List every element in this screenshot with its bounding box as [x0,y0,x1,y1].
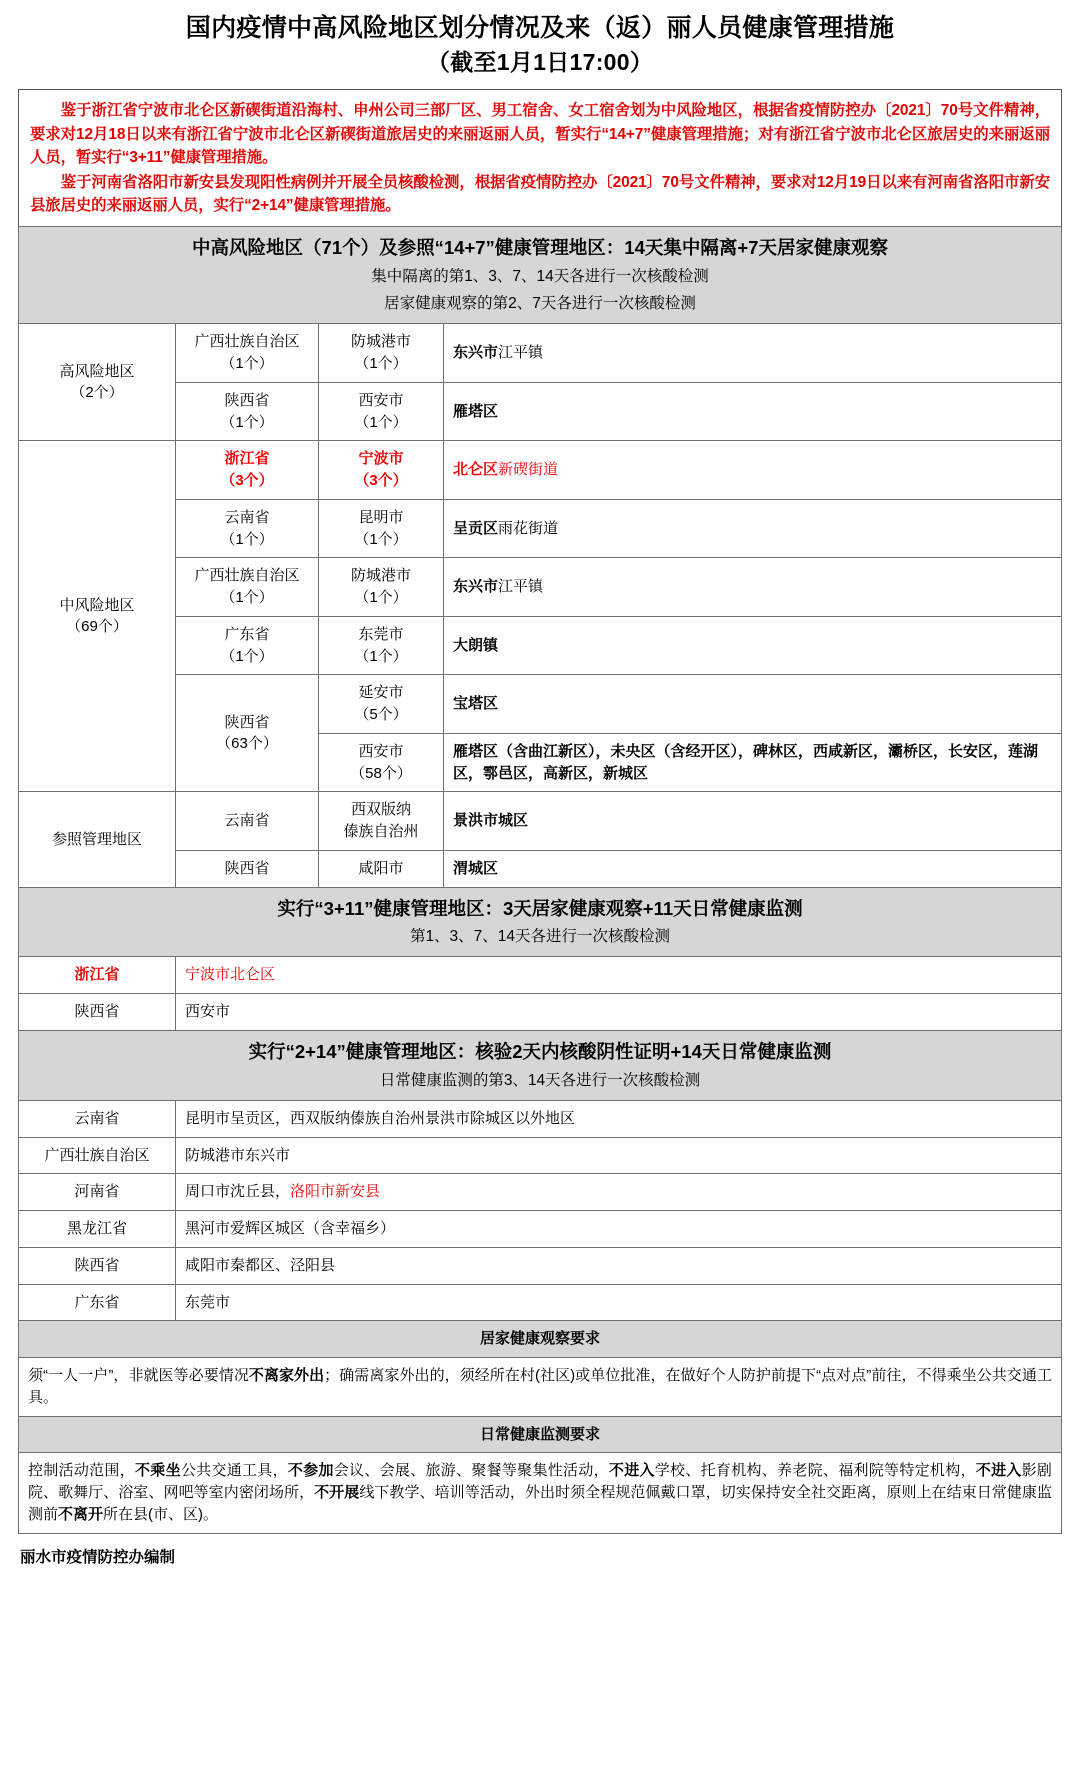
area-cell [176,1100,1062,1137]
province-cell [176,324,319,383]
province-cell: 广西壮族自治区 [19,1137,176,1174]
dm-segment-10: 线下教学、培训等活动，外出时须全程规范佩戴口罩，切实保持安全社交距离，原则上在结束日常健康监测前 [28,1484,1052,1523]
banner-147-sub-1: 集中隔离的第1、3、7、14天各进行一次核酸检测 [371,268,709,286]
banner-147-title: 中高风险地区（71个）及参照“14+7”健康管理地区：14天集中隔离+7天居家健康观察 [192,237,888,259]
area-cell [176,994,1062,1031]
detail-cell [444,616,1062,675]
province-count: （1个） [220,413,274,431]
area-red-tail: 新安县 [335,1183,381,1201]
detail-lead: 北仑区 [453,461,499,479]
area-lead: 东莞市 [185,1293,231,1311]
banner-home-observation: 居家健康观察要求 [19,1321,1062,1358]
city-label: 西安市 [358,391,404,409]
area-tail: 沈丘县， [230,1183,291,1201]
city-label: 防城港市 [350,567,411,585]
detail-cell [444,441,1062,500]
banner-147 [19,227,1062,324]
province-label: 浙江省 [224,450,270,468]
city-cell [319,733,444,792]
area-cell [176,1211,1062,1248]
table-row [19,1100,1062,1137]
daily-monitoring-text [19,1453,1062,1533]
province-label: 广西壮族自治区 [194,567,300,585]
province-label: 云南省 [224,508,270,526]
province-count: （1个） [220,530,274,548]
category-reference-management: 参照管理地区 [19,792,176,887]
table-row [19,324,1062,383]
province-label: 陕西省 [224,391,270,409]
category-count: （2个） [70,384,124,402]
area-tail: 呈贡区，西双版纳傣族自治州景洪市除城区以外地区 [230,1109,576,1127]
table-row [19,1211,1062,1248]
dm-segment-9: 不开展 [314,1484,360,1502]
city-cell [319,675,444,734]
dm-segment-11: 不离开 [58,1505,104,1523]
area-lead: 防城港市 [185,1146,246,1164]
intro-paragraph-1: 鉴于浙江省宁波市北仑区新碶街道沿海村、申州公司三部厂区、男工宿舍、女工宿舍划为中风险地区，根据省疫情防控办〔2021〕70号文件精神，要求对12月18日以来有浙江省宁波市北仑区新碶街道旅居史的来丽返丽人员，暂实行“14+7”健康管理措施；对有浙江省宁波市北仑区旅居史的来丽返丽人员，暂实行“3+11”健康管理措施。 [30,102,1050,167]
province-cell [176,499,319,558]
table-row [19,1247,1062,1284]
province-count: （3个） [220,472,274,490]
area-lead: 周口市 [185,1183,231,1201]
banner-214-sub: 日常健康监测的第3、14天各进行一次核酸检测 [379,1071,701,1089]
province-label: 广东省 [224,625,270,643]
table-row [19,616,1062,675]
intro-notice-box [18,89,1062,227]
detail-lead: 宝塔区 [453,695,499,713]
province-cell: 河南省 [19,1174,176,1211]
province-cell: 陕西省 [19,994,176,1031]
area-lead: 西安市 [185,1003,231,1021]
province-cell [176,382,319,441]
table-row [19,441,1062,500]
city-cell [319,616,444,675]
dm-segment-2: 公共交通工具， [180,1462,288,1480]
table-row [19,558,1062,617]
table-row [19,675,1062,734]
detail-cell [444,792,1062,851]
city-count: （5个） [354,706,408,724]
table-row [19,499,1062,558]
city-count: （1个） [354,355,408,373]
city-count: （3个） [354,472,408,490]
ho-part-1: 须“一人一户”，非就医等必要情况 [28,1367,249,1385]
risk-area-table-147 [18,226,1062,1533]
area-cell [176,1137,1062,1174]
detail-cell [444,499,1062,558]
banner-147-sub-2: 居家健康观察的第2、7天各进行一次核酸检测 [384,295,696,313]
banner-214 [19,1030,1062,1100]
province-cell [176,441,319,500]
title-line-2: （截至1月1日17:00） [426,49,654,75]
city-count: （1个） [354,647,408,665]
city-label: 东莞市 [358,625,404,643]
detail-lead: 雁塔区 [453,402,499,420]
area-tail: 东兴市 [245,1146,291,1164]
detail-tail: 新碶街道 [498,461,559,479]
table-row [19,957,1062,994]
province-cell: 陕西省 [19,1247,176,1284]
ho-bold-1: 不离家外出 [248,1367,325,1385]
detail-lead: 渭城区 [453,859,499,877]
province-count: （1个） [220,355,274,373]
area-lead: 黑河市 [185,1220,231,1238]
city-cell [319,499,444,558]
dm-segment-5: 不进入 [608,1462,655,1480]
city-cell [319,441,444,500]
detail-cell [444,324,1062,383]
area-tail: 秦都区、泾阳县 [230,1256,336,1274]
banner-row-home-observation [19,1321,1062,1358]
province-cell [176,558,319,617]
banner-daily-monitoring: 日常健康监测要求 [19,1416,1062,1453]
area-lead: 昆明市 [185,1109,231,1127]
title-line-1: 国内疫情中高风险地区划分情况及来（返）丽人员健康管理措施 [185,14,895,42]
table-row [19,382,1062,441]
province-count: （1个） [220,647,274,665]
city-count: （58个） [350,764,412,782]
area-tail: 爱辉区城区（含幸福乡） [230,1220,396,1238]
detail-lead: 景洪市城区 [453,812,529,830]
city-label-line1: 西双版纳 [350,801,411,819]
banner-row-147 [19,227,1062,324]
area-cell [176,1284,1062,1321]
city-count: （1个） [354,530,408,548]
dm-segment-7: 不进入 [975,1462,1022,1480]
city-label: 昆明市 [358,508,404,526]
detail-cell [444,675,1062,734]
banner-214-title: 实行“2+14”健康管理地区：核验2天内核酸阴性证明+14天日常健康监测 [248,1040,832,1062]
province-count: （1个） [220,589,274,607]
table-row [19,1284,1062,1321]
province-cell: 云南省 [176,792,319,851]
category-label: 中风险地区 [59,596,135,614]
category-high-risk [19,324,176,441]
city-cell [319,558,444,617]
banner-311 [19,887,1062,957]
banner-311-sub: 第1、3、7、14天各进行一次核酸检测 [409,928,671,946]
requirement-row-home-observation [19,1358,1062,1417]
detail-lead: 东兴市 [453,344,499,362]
table-row [19,1137,1062,1174]
dm-segment-0: 控制活动范围， [28,1462,136,1480]
detail-tail: 雨花街道 [498,519,559,537]
intro-paragraph-2: 鉴于河南省洛阳市新安县发现阳性病例并开展全员核酸检测，根据省疫情防控办〔2021〕70号文件精神，要求对12月19日以来有河南省洛阳市新安县旅居史的来丽返丽人员，实行“2+14”健康管理措施。 [30,173,1050,214]
page-title [18,0,1062,79]
detail-cell [444,733,1062,792]
detail-lead: 雁塔区（含曲江新区），未央区（含经开区），碑林区，西咸新区，灞桥区，长安区，莲湖区，鄠邑区，高新区，新城区 [453,742,1039,782]
table-row [19,1174,1062,1211]
city-cell [319,324,444,383]
home-observation-text [19,1358,1062,1417]
banner-row-daily-monitoring [19,1416,1062,1453]
ho-part-2: ；确需离家外出的，须经所在村(社区)或单位批准，在做好个人防护前提下“点对点”前往，不得乘坐公共交通工具。 [28,1367,1052,1406]
category-medium-risk [19,441,176,792]
dm-segment-6: 学校、托育机构、养老院、福利院等特定机构， [654,1462,976,1480]
dm-segment-12: 所在县(市、区)。 [103,1505,219,1523]
area-red-lead: 洛阳市 [290,1183,336,1201]
category-label: 高风险地区 [59,362,135,380]
city-label: 宁波市 [358,450,404,468]
province-cell: 黑龙江省 [19,1211,176,1248]
banner-row-311 [19,887,1062,957]
dm-segment-4: 会议、会展、旅游、聚餐等聚集性活动， [333,1462,609,1480]
detail-cell [444,850,1062,887]
area-cell [176,957,1062,994]
province-cell: 陕西省 [176,850,319,887]
area-tail: 北仑区 [230,966,276,984]
footer-issuer: 丽水市疫情防控办编制 [20,1548,176,1566]
city-cell [319,382,444,441]
category-count: （69个） [66,618,128,636]
province-count: （63个） [216,735,278,753]
city-label: 西安市 [358,742,404,760]
city-cell [319,792,444,851]
banner-311-title: 实行“3+11”健康管理地区：3天居家健康观察+11天日常健康监测 [277,897,803,919]
province-cell: 浙江省 [19,957,176,994]
province-cell [176,675,319,792]
city-label-line2: 傣族自治州 [343,823,419,841]
province-label: 广西壮族自治区 [194,333,300,351]
detail-cell [444,558,1062,617]
city-cell: 咸阳市 [319,850,444,887]
province-cell: 广东省 [19,1284,176,1321]
area-cell [176,1174,1062,1211]
detail-tail: 江平镇 [498,344,544,362]
province-label: 陕西省 [224,713,270,731]
requirement-row-daily-monitoring [19,1453,1062,1533]
detail-tail: 江平镇 [498,578,544,596]
area-lead: 宁波市 [185,966,231,984]
dm-segment-8: 影剧院、歌舞厅、浴室、网吧等室内密闭场所， [28,1462,1052,1502]
table-row [19,994,1062,1031]
city-count: （1个） [354,589,408,607]
province-cell: 云南省 [19,1100,176,1137]
dm-segment-3: 不参加 [287,1462,334,1480]
area-cell [176,1247,1062,1284]
table-row [19,792,1062,851]
table-row [19,850,1062,887]
area-lead: 咸阳市 [185,1256,231,1274]
detail-lead: 呈贡区 [453,519,499,537]
detail-lead: 大朗镇 [453,636,499,654]
city-count: （1个） [354,413,408,431]
province-cell [176,616,319,675]
detail-lead: 东兴市 [453,578,499,596]
city-label: 延安市 [358,684,404,702]
detail-cell [444,382,1062,441]
banner-row-214 [19,1030,1062,1100]
dm-segment-1: 不乘坐 [135,1462,181,1480]
city-label: 防城港市 [350,333,411,351]
